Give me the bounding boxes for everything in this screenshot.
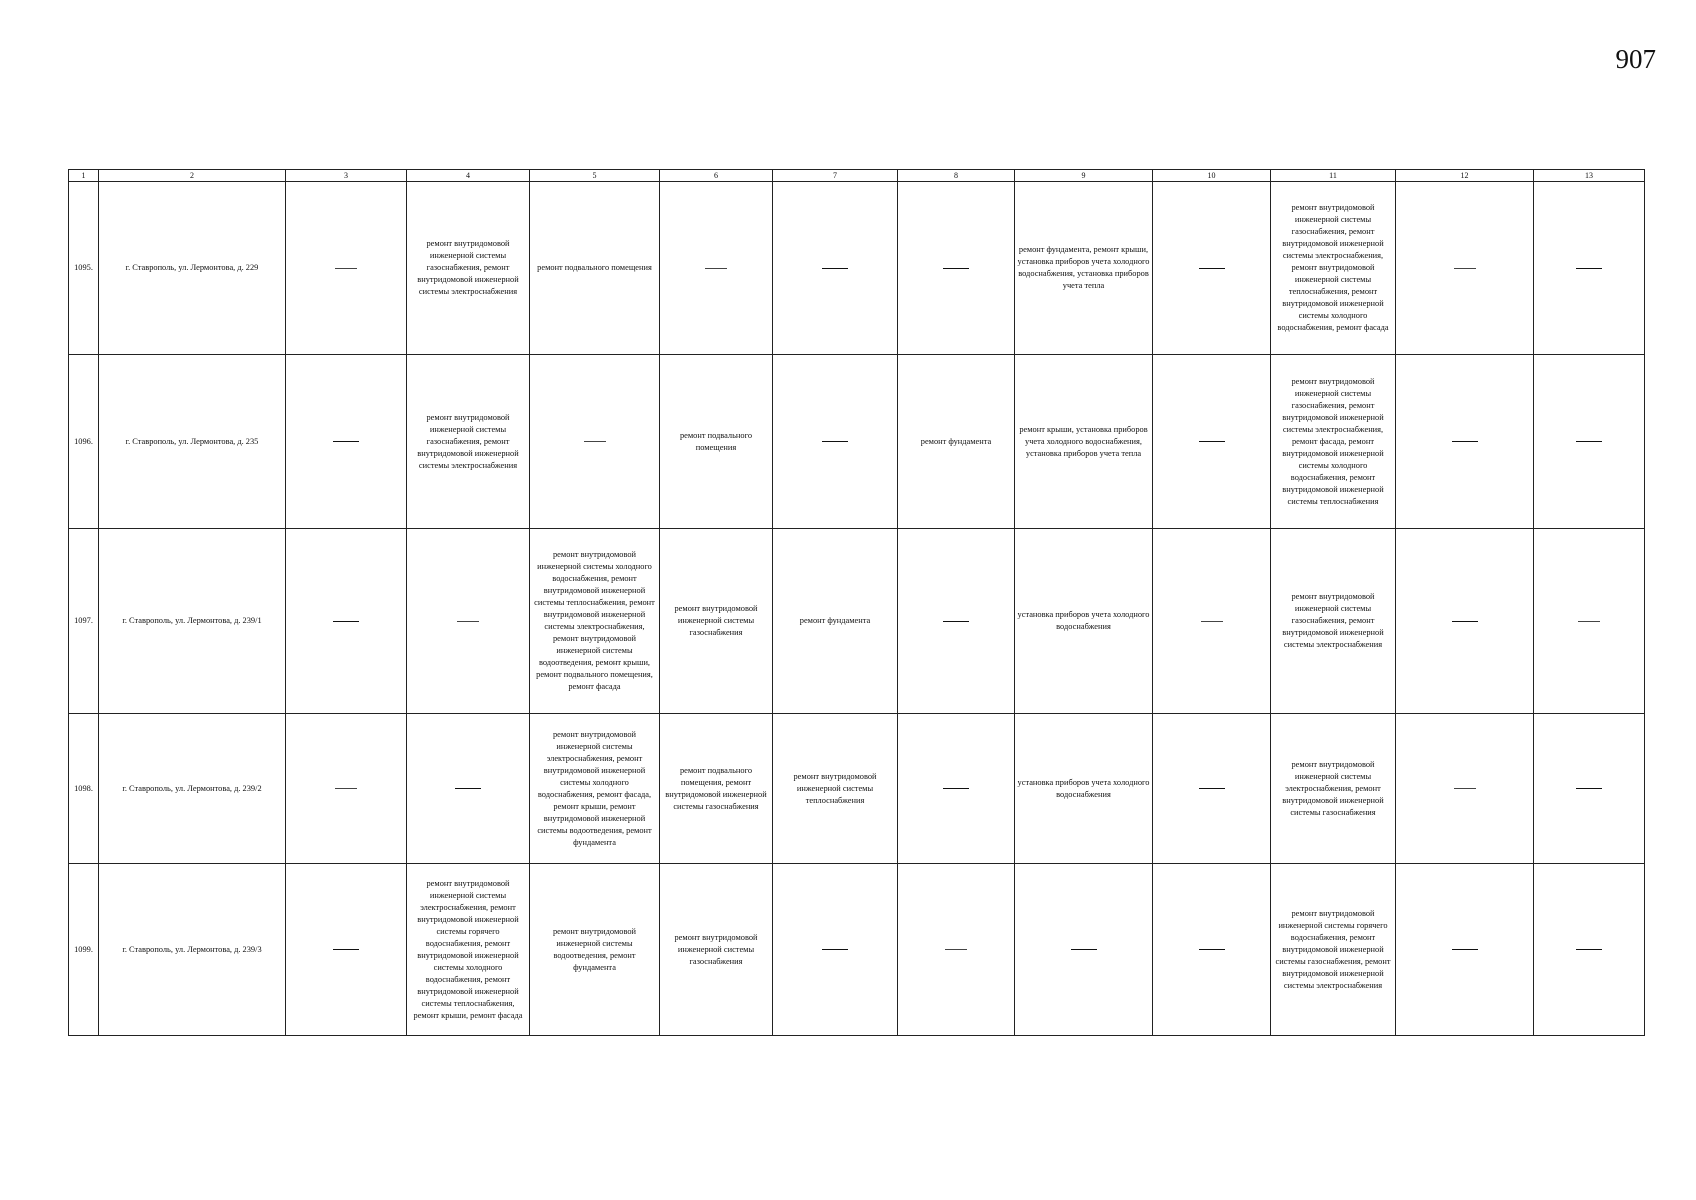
empty-cell [898, 182, 1015, 355]
empty-cell [1396, 355, 1534, 529]
empty-cell [1153, 182, 1271, 355]
dash-mark [1576, 268, 1602, 269]
column-number: 12 [1396, 170, 1534, 182]
column-number: 7 [773, 170, 898, 182]
column-number-row [69, 170, 1645, 182]
dash-mark [1452, 441, 1478, 442]
empty-cell [1396, 529, 1534, 714]
empty-cell [1534, 182, 1645, 355]
empty-cell [1396, 864, 1534, 1036]
empty-cell [898, 714, 1015, 864]
dash-mark [1454, 268, 1476, 269]
work-description-cell: ремонт внутридомовой инженерной системы газоснабжения, ремонт внутридомовой инженерной системы электроснабжения, ремонт внутридомовой инженерной системы теплоснабжения, ремонт внутридомовой инженерной системы холодного водоснабжения, ремонт фасада [1271, 182, 1396, 355]
work-description-cell: ремонт внутридомовой инженерной системы водоотведения, ремонт фундамента [530, 864, 660, 1036]
work-description-cell: ремонт фундамента [773, 529, 898, 714]
work-description-cell: ремонт внутридомовой инженерной системы газоснабжения [660, 864, 773, 1036]
dash-mark [822, 268, 848, 269]
dash-mark [333, 621, 359, 622]
dash-mark [1199, 441, 1225, 442]
dash-mark [457, 621, 479, 622]
work-description-cell: установка приборов учета холодного водоснабжения [1015, 714, 1153, 864]
table-row [69, 714, 1645, 864]
work-description-cell: ремонт внутридомовой инженерной системы горячего водоснабжения, ремонт внутридомовой инженерной системы газоснабжения, ремонт внутридомовой инженерной системы электроснабжения [1271, 864, 1396, 1036]
address-cell: г. Ставрополь, ул. Лермонтова, д. 235 [99, 355, 286, 529]
row-number: 1099. [69, 864, 99, 1036]
empty-cell [1153, 864, 1271, 1036]
column-number: 3 [286, 170, 407, 182]
empty-cell [660, 182, 773, 355]
empty-cell [286, 714, 407, 864]
column-number: 5 [530, 170, 660, 182]
empty-cell [407, 714, 530, 864]
repair-schedule-table [68, 169, 1645, 1036]
dash-mark [1576, 441, 1602, 442]
work-description-cell: ремонт фундамента [898, 355, 1015, 529]
row-number: 1096. [69, 355, 99, 529]
empty-cell [286, 355, 407, 529]
column-number: 9 [1015, 170, 1153, 182]
dash-mark [705, 268, 727, 269]
empty-cell [1396, 714, 1534, 864]
empty-cell [773, 355, 898, 529]
work-description-cell: ремонт внутридомовой инженерной системы теплоснабжения [773, 714, 898, 864]
dash-mark [1452, 949, 1478, 950]
empty-cell [898, 864, 1015, 1036]
work-description-cell: установка приборов учета холодного водоснабжения [1015, 529, 1153, 714]
work-description-cell: ремонт внутридомовой инженерной системы газоснабжения, ремонт внутридомовой инженерной системы электроснабжения [1271, 529, 1396, 714]
dash-mark [1576, 788, 1602, 789]
column-number: 6 [660, 170, 773, 182]
table-row [69, 355, 1645, 529]
empty-cell [1153, 714, 1271, 864]
work-description-cell: ремонт внутридомовой инженерной системы газоснабжения, ремонт внутридомовой инженерной системы электроснабжения [407, 182, 530, 355]
address-cell: г. Ставрополь, ул. Лермонтова, д. 229 [99, 182, 286, 355]
empty-cell [773, 864, 898, 1036]
dash-mark [335, 788, 357, 789]
dash-mark [1201, 621, 1223, 622]
dash-mark [822, 949, 848, 950]
dash-mark [1199, 949, 1225, 950]
dash-mark [943, 621, 969, 622]
empty-cell [407, 529, 530, 714]
dash-mark [335, 268, 357, 269]
empty-cell [1534, 355, 1645, 529]
work-description-cell: ремонт внутридомовой инженерной системы газоснабжения, ремонт внутридомовой инженерной системы электроснабжения [407, 355, 530, 529]
row-number: 1098. [69, 714, 99, 864]
work-description-cell: ремонт внутридомовой инженерной системы электроснабжения, ремонт внутридомовой инженерной системы холодного водоснабжения, ремонт фасада, ремонт крыши, ремонт внутридомовой инженерной системы водоотведения, ремонт фундамента [530, 714, 660, 864]
dash-mark [1071, 949, 1097, 950]
empty-cell [773, 182, 898, 355]
dash-mark [1452, 621, 1478, 622]
dash-mark [822, 441, 848, 442]
work-description-cell: ремонт крыши, установка приборов учета холодного водоснабжения, установка приборов учета тепла [1015, 355, 1153, 529]
dash-mark [1199, 788, 1225, 789]
column-number: 11 [1271, 170, 1396, 182]
row-number: 1097. [69, 529, 99, 714]
empty-cell [898, 529, 1015, 714]
empty-cell [1396, 182, 1534, 355]
address-cell: г. Ставрополь, ул. Лермонтова, д. 239/3 [99, 864, 286, 1036]
table-row [69, 182, 1645, 355]
dash-mark [943, 268, 969, 269]
row-number: 1095. [69, 182, 99, 355]
table-row [69, 864, 1645, 1036]
column-number: 1 [69, 170, 99, 182]
address-cell: г. Ставрополь, ул. Лермонтова, д. 239/2 [99, 714, 286, 864]
work-description-cell: ремонт внутридомовой инженерной системы электроснабжения, ремонт внутридомовой инженерной системы газоснабжения [1271, 714, 1396, 864]
dash-mark [333, 441, 359, 442]
page-number: 907 [1615, 44, 1656, 74]
dash-mark [943, 788, 969, 789]
column-number: 4 [407, 170, 530, 182]
empty-cell [286, 864, 407, 1036]
empty-cell [1534, 714, 1645, 864]
empty-cell [286, 182, 407, 355]
dash-mark [1578, 621, 1600, 622]
table-row [69, 529, 1645, 714]
dash-mark [1454, 788, 1476, 789]
work-description-cell: ремонт подвального помещения [530, 182, 660, 355]
work-description-cell: ремонт внутридомовой инженерной системы газоснабжения [660, 529, 773, 714]
dash-mark [1199, 268, 1225, 269]
empty-cell [1015, 864, 1153, 1036]
empty-cell [1534, 529, 1645, 714]
work-description-cell: ремонт внутридомовой инженерной системы электроснабжения, ремонт внутридомовой инженерной системы горячего водоснабжения, ремонт внутридомовой инженерной системы холодного водоснабжения, ремонт внутридомовой инженерной системы теплоснабжения, ремонт крыши, ремонт фасада [407, 864, 530, 1036]
column-number: 13 [1534, 170, 1645, 182]
dash-mark [1576, 949, 1602, 950]
work-description-cell: ремонт внутридомовой инженерной системы холодного водоснабжения, ремонт внутридомовой инженерной системы теплоснабжения, ремонт внутридомовой инженерной системы электроснабжения, ремонт внутридомовой инженерной системы водоотведения, ремонт крыши, ремонт подвального помещения, ремонт фасада [530, 529, 660, 714]
column-number: 2 [99, 170, 286, 182]
empty-cell [1153, 529, 1271, 714]
empty-cell [530, 355, 660, 529]
column-number: 8 [898, 170, 1015, 182]
work-description-cell: ремонт подвального помещения [660, 355, 773, 529]
column-number: 10 [1153, 170, 1271, 182]
empty-cell [1534, 864, 1645, 1036]
dash-mark [333, 949, 359, 950]
work-description-cell: ремонт фундамента, ремонт крыши, установка приборов учета холодного водоснабжения, установка приборов учета тепла [1015, 182, 1153, 355]
dash-mark [455, 788, 481, 789]
address-cell: г. Ставрополь, ул. Лермонтова, д. 239/1 [99, 529, 286, 714]
empty-cell [1153, 355, 1271, 529]
table-body [69, 182, 1645, 1036]
work-description-cell: ремонт внутридомовой инженерной системы газоснабжения, ремонт внутридомовой инженерной системы электроснабжения, ремонт фасада, ремонт внутридомовой инженерной системы холодного водоснабжения, ремонт внутридомовой инженерной системы теплоснабжения [1271, 355, 1396, 529]
work-description-cell: ремонт подвального помещения, ремонт внутридомовой инженерной системы газоснабжения [660, 714, 773, 864]
dash-mark [945, 949, 967, 950]
dash-mark [584, 441, 606, 442]
empty-cell [286, 529, 407, 714]
